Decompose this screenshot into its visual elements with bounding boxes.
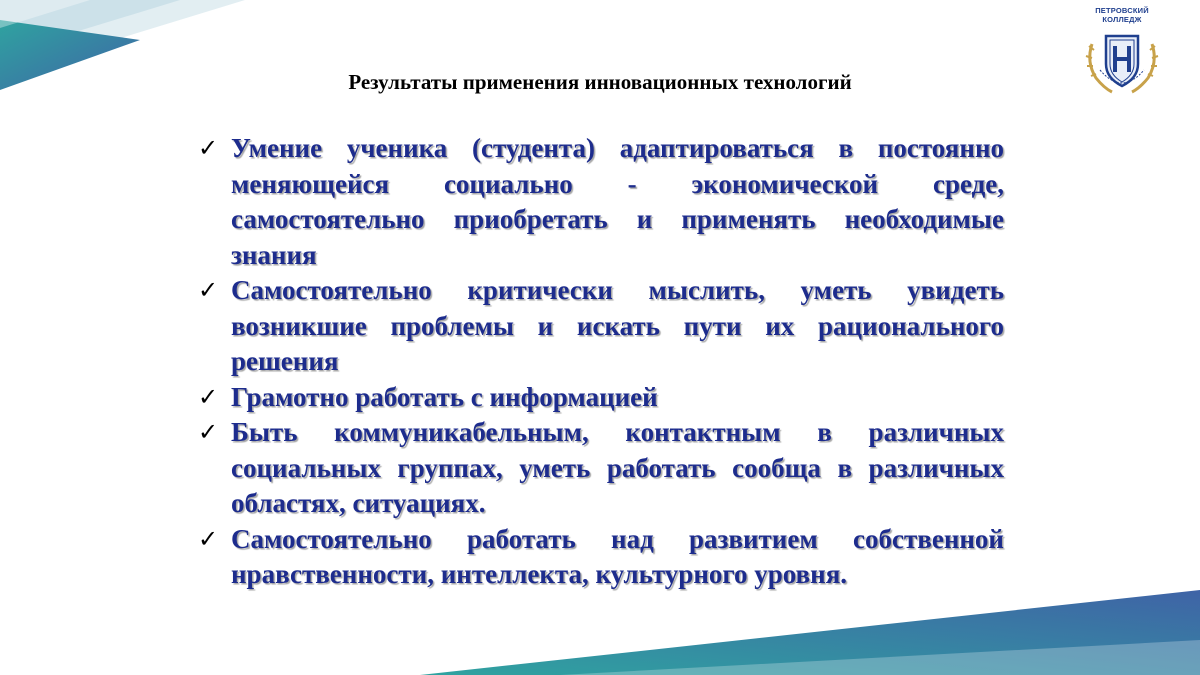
list-item-text: Самостоятельно работать над развитием собственной нравственности, интеллекта, культурного уровня. — [231, 523, 1004, 589]
logo-text: ПЕТРОВСКИЙ КОЛЛЕДЖ — [1095, 6, 1149, 24]
slide-title: Результаты применения инновационных технологий — [348, 70, 852, 94]
list-item-text: Грамотно работать с информацией — [231, 381, 658, 412]
list-item — [198, 522, 1004, 593]
check-icon: ✓ — [198, 276, 219, 304]
bottom-right-shape — [420, 590, 1200, 675]
check-icon: ✓ — [198, 418, 219, 446]
list-item-text: Умение ученика (студента) адаптироваться в постоянно меняющейся социально - экономической среде, самостоятельно приобретать и применять необходимые знания — [231, 133, 1004, 270]
check-icon: ✓ — [198, 382, 219, 411]
list-item-text: Самостоятельно критически мыслить, уметь увидеть возникшие проблемы и искать пути их рационального решения — [231, 275, 1004, 376]
results-list — [198, 131, 1004, 593]
check-icon: ✓ — [198, 134, 219, 162]
list-item-text: Быть коммуникабельным, контактным в различных социальных группах, уметь работать сообща в различных областях, ситуациях. — [231, 417, 1004, 518]
list-item — [198, 380, 1004, 416]
list-item — [198, 131, 1004, 273]
list-item — [198, 273, 1004, 380]
check-icon: ✓ — [198, 524, 219, 553]
list-item — [198, 415, 1004, 522]
